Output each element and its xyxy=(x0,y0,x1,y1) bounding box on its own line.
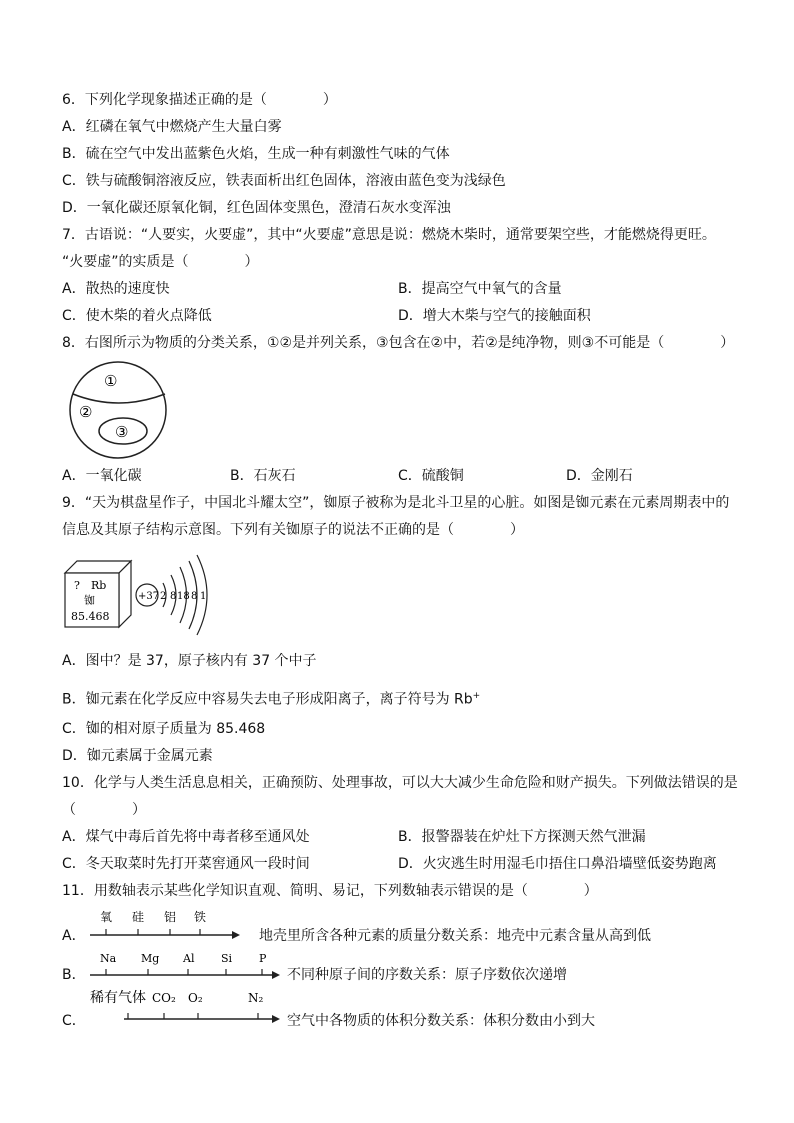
number-line-b xyxy=(88,945,288,985)
label-a-iron: 铁 xyxy=(194,910,207,924)
q11-option-c-text: 空气中各物质的体积分数关系：体积分数由小到大 xyxy=(287,1013,595,1029)
q6-stem: 6．下列化学现象描述正确的是（ ） xyxy=(62,92,337,108)
q7-option-a: A．散热的速度快 xyxy=(62,281,170,297)
q10-stem-line1: 10．化学与人类生活息息相关，正确预防、处理事故，可以大大减少生命危险和财产损失。下列做法错误的是 xyxy=(62,775,738,791)
element-name: 铷 xyxy=(84,594,95,607)
q11-option-c-letter: C． xyxy=(62,1013,86,1029)
label-b-na: Na xyxy=(100,952,117,965)
q11-option-b-text: 不同种原子间的序数关系：原子序数依次递增 xyxy=(287,967,567,983)
label-3: ③ xyxy=(115,423,129,441)
q6-option-c: C．铁与硫酸铜溶液反应，铁表面析出红色固体，溶液由蓝色变为浅绿色 xyxy=(62,173,506,189)
q7-option-c: C．使木柴的着火点降低 xyxy=(62,308,212,324)
q8-option-a: A．一氧化碳 xyxy=(62,468,142,484)
label-c-n2: N₂ xyxy=(248,991,264,1005)
label-2: ② xyxy=(79,403,93,421)
nucleus-charge: +37 xyxy=(138,591,160,602)
q9-option-c: C．铷的相对原子质量为 85.468 xyxy=(62,721,266,737)
atomic-structure-diagram xyxy=(133,553,213,637)
label-b-al: Al xyxy=(183,952,195,965)
q8-option-c: C．硫酸铜 xyxy=(398,468,464,484)
q9-stem-line1: 9．“天为棋盘星作子，中国北斗耀太空”，铷原子被称为是北斗卫星的心脏。如图是铷元素在元素周期表中的 xyxy=(62,495,730,511)
q7-stem-line2: “火要虚”的实质是（ ） xyxy=(62,254,259,270)
ion-charge-superscript: + xyxy=(472,691,481,701)
atomic-number: ? xyxy=(74,579,80,592)
q11-option-a-letter: A． xyxy=(62,928,86,944)
element-symbol: Rb xyxy=(91,579,107,592)
q10-option-a: A．煤气中毒后首先将中毒者移至通风处 xyxy=(62,829,310,845)
q7-option-d: D．增大木柴与空气的接触面积 xyxy=(398,308,591,324)
label-a-oxygen: 氧 xyxy=(100,910,113,924)
dividing-curve xyxy=(73,394,165,403)
q11-stem: 11．用数轴表示某些化学知识直观、简明、易记，下列数轴表示错误的是（ ） xyxy=(62,883,598,899)
classification-diagram xyxy=(63,360,173,460)
q9-option-b-text: B．铷元素在化学反应中容易失去电子形成阳离子，离子符号为 Rb xyxy=(62,691,473,708)
label-c-o2: O₂ xyxy=(188,991,203,1005)
q9-stem-line2: 信息及其原子结构示意图。下列有关铷原子的说法不正确的是（ ） xyxy=(62,522,524,538)
shell-electrons-2: 8 xyxy=(170,591,177,602)
number-line-a xyxy=(88,905,248,945)
shell-electrons-5: 1 xyxy=(200,591,207,602)
shell-electrons-4: 8 xyxy=(191,591,198,602)
shell-electrons-1: 2 xyxy=(160,591,167,602)
shell-electrons-3: 18 xyxy=(177,591,190,602)
q9-option-b xyxy=(62,686,480,710)
label-c-co2: CO₂ xyxy=(152,991,176,1005)
axis-b-arrowhead xyxy=(272,971,280,979)
label-a-aluminum: 铝 xyxy=(164,910,177,924)
cube-side-face xyxy=(119,561,131,627)
q10-option-b: B．报警器装在炉灶下方探测天然气泄漏 xyxy=(398,829,646,845)
q8-stem: 8．右图所示为物质的分类关系，①②是并列关系，③包含在②中，若②是纯净物，则③不可能是（ ） xyxy=(62,335,735,351)
label-b-mg: Mg xyxy=(141,952,160,965)
element-tile-figure xyxy=(63,557,133,631)
q7-stem-line1: 7．古语说：“人要实，火要虚”，其中“火要虚”意思是说：燃烧木柴时，通常要架空些，才能燃烧得更旺。 xyxy=(62,227,716,243)
q6-option-d: D．一氧化碳还原氧化铜，红色固体变黑色，澄清石灰水变浑浊 xyxy=(62,200,451,216)
q10-option-c: C．冬天取菜时先打开菜窖通风一段时间 xyxy=(62,856,310,872)
q11-option-b-letter: B． xyxy=(62,967,86,983)
label-c-noble-gas: 稀有气体 xyxy=(90,990,146,1006)
q8-option-d: D．金刚石 xyxy=(566,468,633,484)
q6-option-b: B．硫在空气中发出蓝紫色火焰，生成一种有刺激性气味的气体 xyxy=(62,146,450,162)
q7-option-b: B．提高空气中氧气的含量 xyxy=(398,281,562,297)
atomic-mass: 85.468 xyxy=(71,610,110,623)
q11-option-a-text: 地壳里所含各种元素的质量分数关系：地壳中元素含量从高到低 xyxy=(259,928,651,944)
label-b-si: Si xyxy=(221,952,233,965)
label-1: ① xyxy=(104,372,118,390)
q6-option-a: A．红磷在氧气中燃烧产生大量白雾 xyxy=(62,119,282,135)
q10-stem-line2: （ ） xyxy=(62,802,146,818)
label-b-p: P xyxy=(259,952,267,965)
q9-option-a: A．图中？是 37，原子核内有 37 个中子 xyxy=(62,653,317,669)
q8-option-b: B．石灰石 xyxy=(230,468,296,484)
label-a-silicon: 硅 xyxy=(132,910,145,924)
axis-c-arrowhead xyxy=(272,1015,280,1023)
axis-a-arrowhead xyxy=(232,931,240,939)
q10-option-d: D．火灾逃生时用湿毛巾捂住口鼻沿墙壁低姿势跑离 xyxy=(398,856,717,872)
number-line-c xyxy=(88,985,288,1033)
q9-option-d: D．铷元素属于金属元素 xyxy=(62,748,213,764)
